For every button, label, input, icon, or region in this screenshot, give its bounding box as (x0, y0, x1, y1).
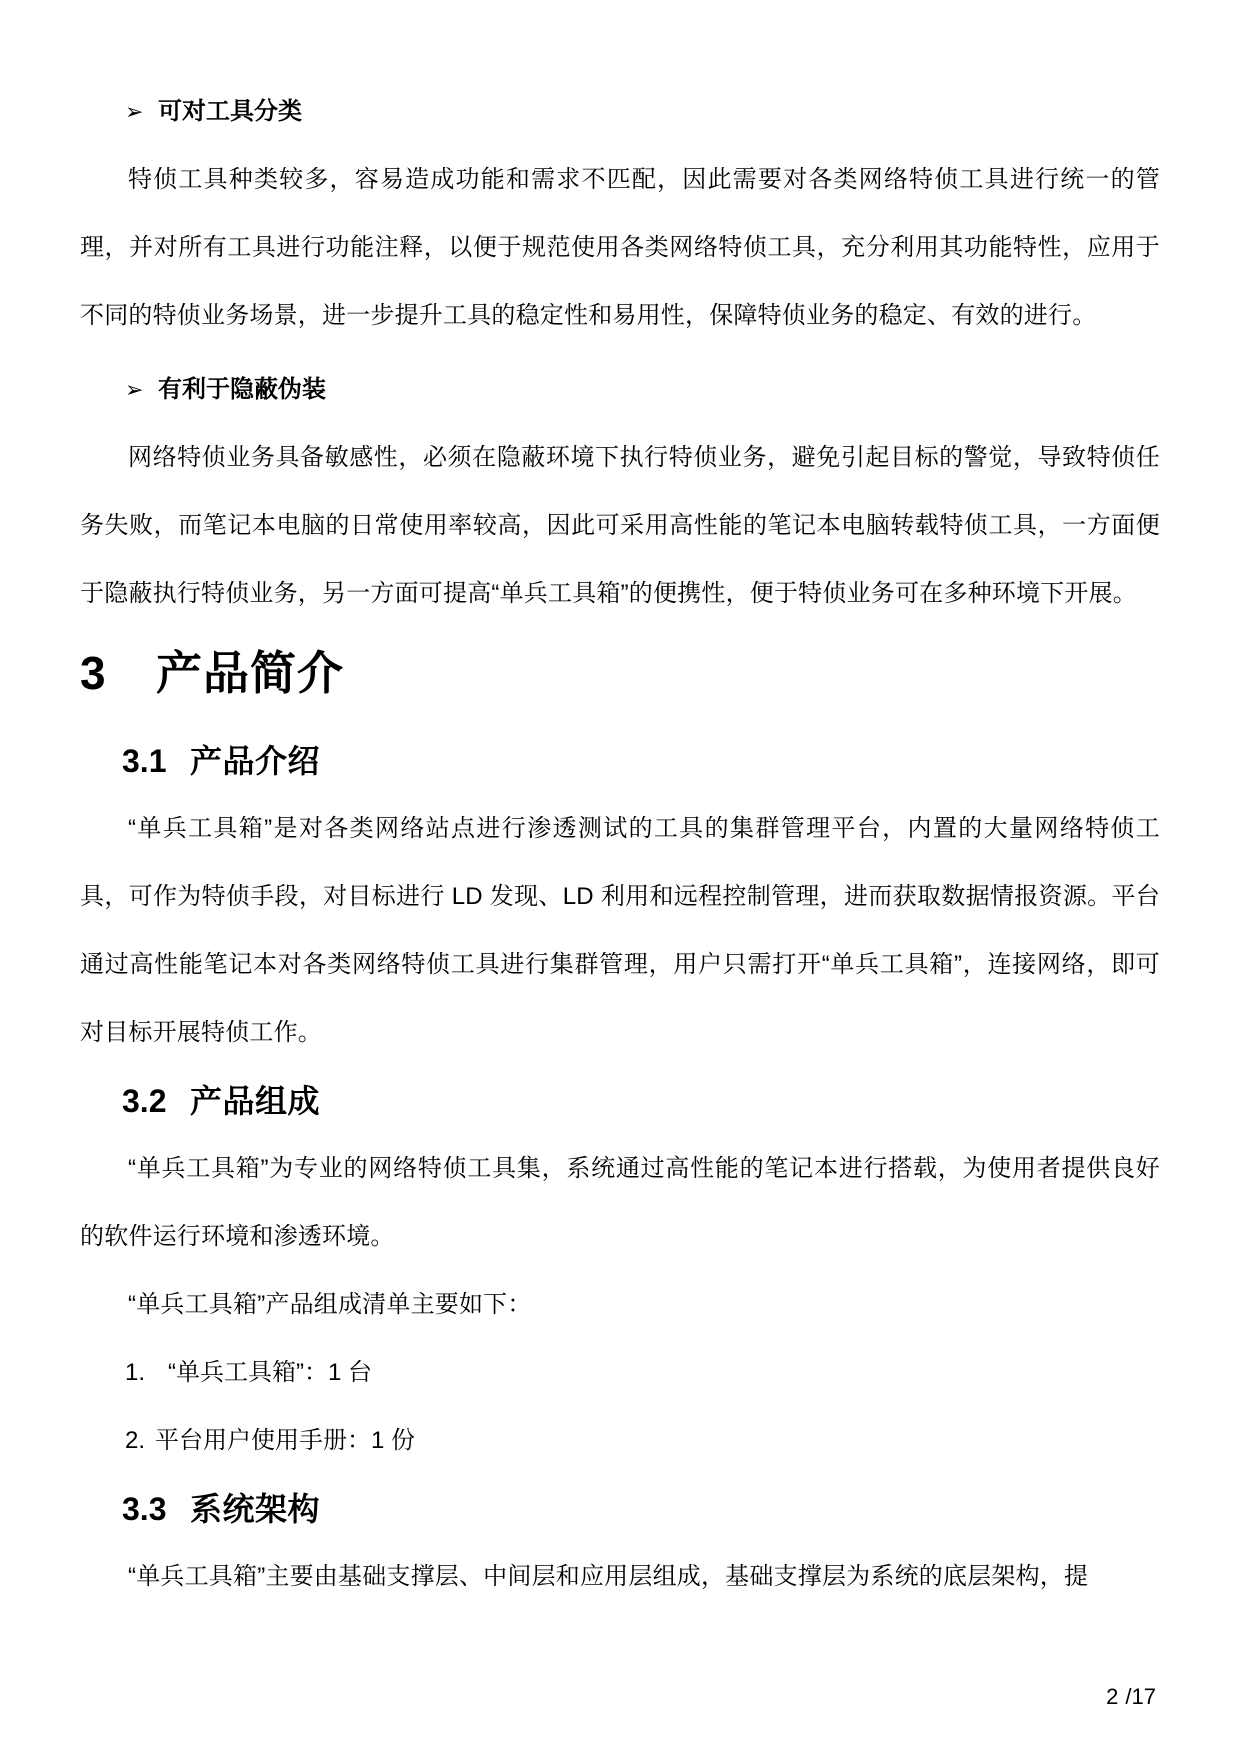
section-title: 产品介绍 (190, 743, 321, 779)
list-item-text: 平台用户使用手册：1 份 (155, 1427, 416, 1454)
body-paragraph-truncated: “单兵工具箱”主要由基础支撑层、中间层和应用层组成，基础支撑层为系统的底层架构，提 (128, 1563, 1089, 1590)
chapter-heading (80, 637, 1160, 709)
section-title: 产品组成 (190, 1083, 321, 1119)
body-paragraph: “单兵工具箱”产品组成清单主要如下： (128, 1291, 532, 1318)
arrow-bullet-icon: ➢ (125, 377, 144, 402)
product-list (80, 1339, 1160, 1475)
section-number: 3.1 (122, 743, 167, 779)
body-paragraph: “单兵工具箱”是对各类网络站点进行渗透测试的工具的集群管理平台，内置的大量网络特侦工具，可作为特侦手段，对目标进行 LD 发现、LD 利用和远程控制管理，进而获取数据情报资源。平台通过高性能笔记本对各类网络特侦工具进行集群管理，用户只需打开“单兵工具箱”，连接网络，即可对目标开展特侦工作。 (80, 815, 1160, 1046)
chapter-title: 产品简介 (156, 647, 344, 699)
list-item-text: “单兵工具箱”：1 台 (168, 1359, 372, 1386)
feature-heading-label: 可对工具分类 (158, 98, 302, 125)
page-number (1106, 1684, 1156, 1710)
chapter-number: 3 (80, 647, 106, 699)
section-number: 3.3 (122, 1491, 167, 1527)
section-number: 3.2 (122, 1083, 167, 1119)
list-item-number: 2. (125, 1427, 146, 1454)
feature-heading-label: 有利于隐蔽伪装 (158, 376, 326, 403)
feature-heading-tool-classification (80, 78, 1160, 146)
section-title: 系统架构 (190, 1491, 321, 1527)
arrow-bullet-icon: ➢ (125, 99, 144, 124)
feature-heading-covert-disguise (80, 356, 1160, 424)
list-item (80, 1407, 1160, 1475)
section-heading-3-2 (80, 1067, 1160, 1135)
list-item (80, 1339, 1160, 1407)
list-item-number: 1. (125, 1359, 146, 1386)
section-heading-3-3 (80, 1475, 1160, 1543)
section-heading-3-1 (80, 727, 1160, 795)
body-paragraph: 特侦工具种类较多，容易造成功能和需求不匹配，因此需要对各类网络特侦工具进行统一的管理，并对所有工具进行功能注释，以便于规范使用各类网络特侦工具，充分利用其功能特性，应用于不同的特侦业务场景，进一步提升工具的稳定性和易用性，保障特侦业务的稳定、有效的进行。 (80, 166, 1160, 329)
body-paragraph: 网络特侦业务具备敏感性，必须在隐蔽环境下执行特侦业务，避免引起目标的警觉，导致特侦任务失败，而笔记本电脑的日常使用率较高，因此可采用高性能的笔记本电脑转载特侦工具，一方面便于隐蔽执行特侦业务，另一方面可提高“单兵工具箱”的便携性，便于特侦业务可在多种环境下开展。 (80, 444, 1160, 607)
total-page-number: /17 (1125, 1684, 1156, 1709)
body-paragraph: “单兵工具箱”为专业的网络特侦工具集，系统通过高性能的笔记本进行搭载，为使用者提供良好的软件运行环境和渗透环境。 (80, 1155, 1160, 1250)
current-page-number: 2 (1106, 1684, 1119, 1709)
